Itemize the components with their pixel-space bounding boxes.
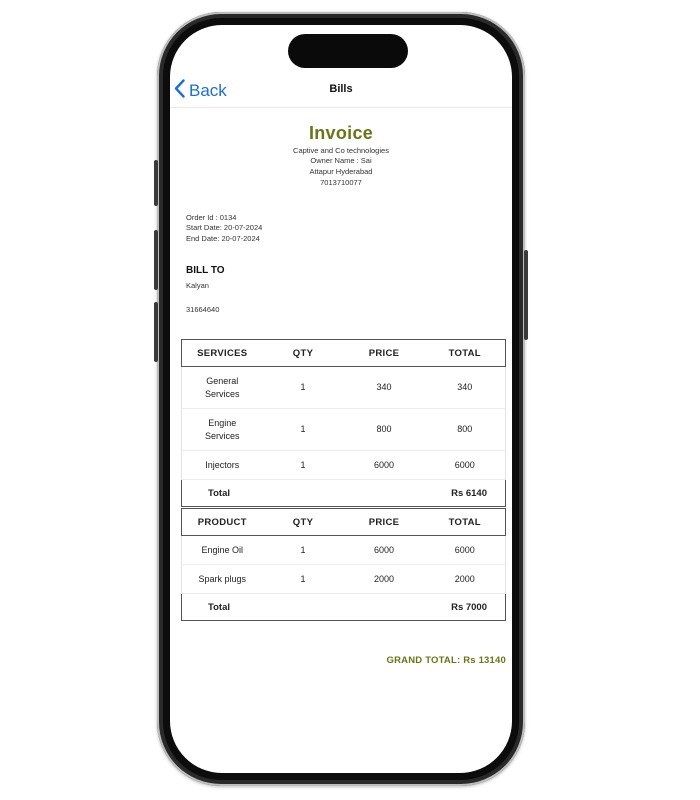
services-total-value: Rs 6140 [425, 480, 506, 507]
power-button [524, 250, 528, 340]
customer-phone: 31664640 [186, 305, 220, 314]
service-total: 800 [425, 409, 506, 451]
table-row [182, 367, 506, 409]
total-label: Total [182, 480, 263, 507]
action-button [154, 160, 158, 206]
order-id: Order Id : 0134 [186, 213, 237, 222]
shop-name: Captive and Co technologies [293, 146, 389, 155]
service-price: 800 [344, 409, 425, 451]
shop-address: Attapur Hyderabad [309, 167, 373, 176]
service-name: Engine Services [182, 409, 263, 451]
total-label: Total [182, 594, 263, 621]
service-price: 340 [344, 367, 425, 409]
table-row [182, 536, 506, 565]
column-header: SERVICES [182, 340, 263, 367]
table-row [182, 451, 506, 480]
column-header: PRODUCT [182, 509, 263, 536]
service-total: 6000 [425, 451, 506, 480]
product-name: Spark plugs [182, 565, 263, 594]
service-qty: 1 [263, 451, 344, 480]
product-qty: 1 [263, 565, 344, 594]
product-name: Engine Oil [182, 536, 263, 565]
service-price: 6000 [344, 451, 425, 480]
nav-title: Bills [329, 83, 353, 95]
shop-phone: 7013710077 [320, 178, 362, 187]
owner-name: Owner Name : Sai [310, 156, 372, 165]
volume-down-button [154, 302, 158, 362]
column-header: PRICE [344, 340, 425, 367]
product-total: 2000 [425, 565, 506, 594]
column-header: TOTAL [425, 340, 506, 367]
end-date: End Date: 20-07-2024 [186, 234, 260, 243]
column-header: PRICE [344, 509, 425, 536]
dynamic-island [288, 34, 408, 68]
services-table [181, 339, 506, 507]
product-total-row [182, 594, 506, 621]
service-name: General Services [182, 367, 263, 409]
product-table [181, 508, 506, 621]
product-total-value: Rs 7000 [425, 594, 506, 621]
bill-to-heading: BILL TO [186, 265, 225, 276]
service-total: 340 [425, 367, 506, 409]
navigation-bar [170, 75, 512, 108]
column-header: QTY [263, 509, 344, 536]
product-total: 6000 [425, 536, 506, 565]
product-header-row [182, 509, 506, 536]
start-date: Start Date: 20-07-2024 [186, 223, 263, 232]
service-qty: 1 [263, 367, 344, 409]
table-row [182, 565, 506, 594]
services-header-row [182, 340, 506, 367]
service-name: Injectors [182, 451, 263, 480]
back-label: Back [189, 81, 227, 100]
service-qty: 1 [263, 409, 344, 451]
invoice-title: Invoice [308, 123, 374, 143]
column-header: TOTAL [425, 509, 506, 536]
product-price: 2000 [344, 565, 425, 594]
phone-screen [170, 25, 512, 773]
volume-up-button [154, 230, 158, 290]
product-qty: 1 [263, 536, 344, 565]
product-price: 6000 [344, 536, 425, 565]
services-total-row [182, 480, 506, 507]
grand-total: GRAND TOTAL: Rs 13140 [386, 655, 506, 666]
customer-name: Kalyan [186, 281, 209, 290]
column-header: QTY [263, 340, 344, 367]
table-row [182, 409, 506, 451]
